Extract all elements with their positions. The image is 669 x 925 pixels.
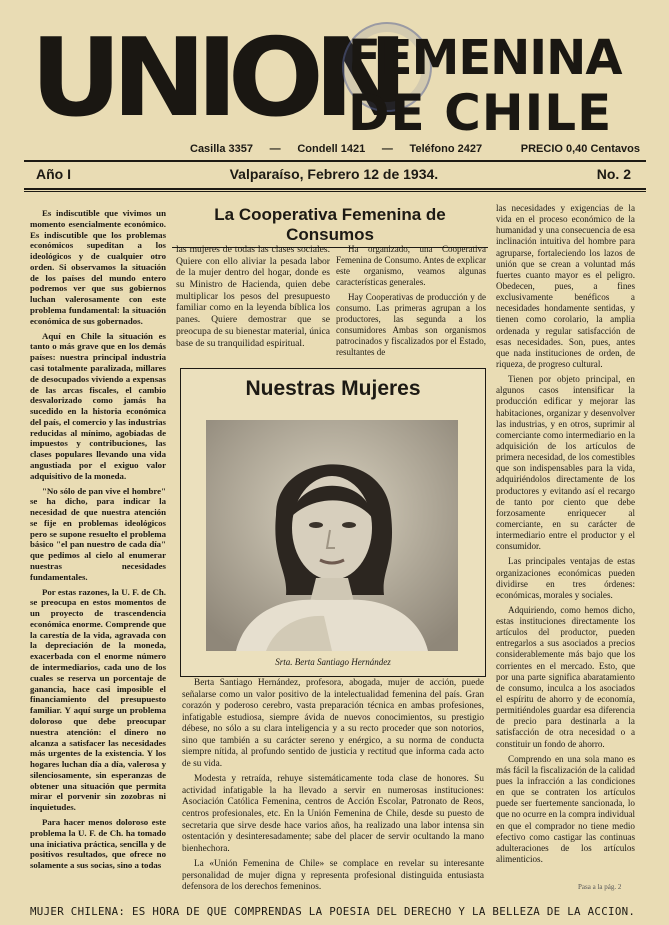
column-cooperativa-3 xyxy=(496,203,635,869)
paragraph: Para hacer menos doloroso este problema la U. F. de Ch. ha tomado una iniciativa práctica, sencilla y de positivos resultados, que ofrece no solamente a sus socias, sino a todas xyxy=(30,816,166,871)
issue-number: No. 2 xyxy=(596,166,631,182)
paragraph: Es indiscutible que vivimos un momento esencialmente económico. Es indiscutible que los problemas económicos supeditan a los ideológicos y de cualquier otro orden. Si observamos la situación de los países del mundo entero podremos ver que sus gobiernos luchan valerosamente con este problema fundamental: la situación económica de sus gobernados. xyxy=(30,208,166,326)
casilla: Casilla 3357 xyxy=(190,143,253,155)
paragraph: Comprendo en una sola mano es más fácil la fiscalización de la calidad pues la infracción a las condiciones en que se contraten los artículos puede ser fuertemente sancionada, lo que no ocurre en la compra individual en que el comprador no tiene medio efectivo como castigar las continuas adulteraciones de los artículos alimenticios. xyxy=(496,753,635,865)
footer-slogan: MUJER CHILENA: ES HORA DE QUE COMPRENDAS LA POESIA DEL DERECHO Y LA BELLEZA DE LA ACCION. xyxy=(30,905,636,918)
paragraph: Tienen por objeto principal, en algunos casos intensificar la producción edificar y mejorar las habitaciones, organizar y desenvolver las industrias, y en otros, suprimir al comerciante como intermediario en la adquisición de los artículos de primera necesidad, de los comestibles que son indispensables para la vida, adquiriéndolos directamente de los productores y evitando así el recargo de tanto por ciento que debe forzosamente enriquecer al comerciante, en su carácter de intermediario entre el productor y el consumidor. xyxy=(496,374,635,552)
paragraph: las necesidades y exigencias de la vida en el proceso económico de la humanidad y una consecuencia de esa inclinación intuitiva del hombre para agruparse, fortaleciendo los lazos de unión que se crean a voluntad más fuertes cuanto mayor es el peligro. Obedecen, pues, a fines exclusivamente benéficos a necesidades hondamente sentidas, y tienen como corolario, la amplia ordenada y regular satisfacción de esas necesidades. Son, pues, antes que nada instituciones de orden, de riqueza, de progreso cultural. xyxy=(496,203,635,369)
continued-note: Pasa a la pág. 2 xyxy=(578,883,622,891)
article-headline: La Cooperativa Femenina de Consumos xyxy=(172,205,488,248)
dateline xyxy=(36,163,631,185)
year: Año I xyxy=(36,166,71,182)
portrait-photo xyxy=(206,420,458,651)
paragraph: Berta Santiago Hernández, profesora, abogada, mujer de acción, puede señalarse como un valor positivo de la intelectualidad femenina del país. Gran corazón y poderoso cerebro, vasta preparación técnica en ambas profesiones, infatigable estudiosa, siempre ávida de nuevos conocimientos, su prestigio débese, no sólo a su clara inteligencia y a su recto proceder que son notorios, sino que también a su carácter sereno y enérgico, a su norma de conducta siempre nítida, al profundo sentido de justicia y rectitud que informa cada acto de su vida. xyxy=(182,678,484,769)
portrait-caption: Srta. Berta Santiago Hernández xyxy=(275,657,391,667)
price: PRECIO 0,40 Centavos xyxy=(520,143,640,155)
portrait-title: Nuestras Mujeres xyxy=(245,377,421,400)
column-cooperativa-2 xyxy=(336,244,486,362)
rule-bottom-thin xyxy=(24,191,646,192)
paragraph: Las principales ventajas de estas organizaciones económicas pueden dividirse en tres órdenes: económicas, morales y sociales. xyxy=(496,556,635,600)
column-editorial xyxy=(30,208,166,875)
rule-top xyxy=(24,160,646,162)
paragraph: Por estas razones, la U. F. de Ch. se preocupa en estos momentos de un proyecto de trascendencia económica enorme. Comprende que la carestía de la vida, agravada con la depreciación de la moneda, exacerbada con el enorme número de intermediarios, cada uno de los cuales se reserva un porcentaje de ganancia, hace casi imposible el financiamiento del presupuesto familiar. Y aquí surge un problema doloroso que debe preocupar nuestra atención: el dinero no alcanza a satisfacer las necesidades más urgentes de la existencia. Y los hogares luchan día a día, valerosa y silenciosamente, sin esperanzas de obtener una situación que permita mirar el porvenir sin zozobras ni inquietudes. xyxy=(30,586,166,813)
masthead-union: UNION xyxy=(30,16,398,141)
rule-bottom xyxy=(24,188,646,190)
paragraph: Modesta y retraída, rehuye sistemáticamente toda clase de honores. Su actividad infatigable la ha llevado a servir en numerosas instituciones: Asociación Católica Femenina, centros de Acción Escolar, Patronato de Reos, centros profesionales, etc. En la Unión Femenina de Chile, desde su puesto de secretaria que sirve desde hace varios años, ha realizado una labor intensa sin ostentación y desinteresadamente; sabe del placer de servir ocultando la mano bienhechora. xyxy=(182,774,484,854)
masthead-femenina: FEMENINA xyxy=(348,30,622,86)
paragraph: Aquí en Chile la situación es tanto o más grave que en los demás países: nuestra principal industria casi totalmente paralizada, millares de desocupados viviendo a expensas de las arcas fiscales, el cambio desvalorizado como jamás ha sucedido en la historia económica del país, el comercio y las industrias reducidas al mínimo, agobiadas de impuestos y contribuciones, las clases populares llevando una vida angustiada por el exiguo valor adquisitivo de la moneda. xyxy=(30,330,166,481)
portrait-biography xyxy=(182,678,484,898)
paragraph: La «Unión Femenina de Chile» se complace en revelar su interesante personalidad de mujer digna y representa profesional distinguida entusiasta defensora de los derechos femeninos. xyxy=(182,859,484,893)
date: Valparaíso, Febrero 12 de 1934. xyxy=(229,166,439,182)
paragraph: Adquiriendo, como hemos dicho, estas instituciones directamente los artículos del productor, pueden entregarlos a sus asociados a precios considerablemente más bajo que los corrientes en el mercado. Esto, que por una parte significa abaratamiento de consumo, inculca a los asociados el espíritu de ahorro y de economía, permitiéndoles guardar esa diferencia de precio para destinarla a la satisfacción de otra necesidad o a constituir un fondo de ahorro. xyxy=(496,604,635,749)
paragraph: las mujeres de todas las clases sociales. Quiere con ello aliviar la pesada labor de la mujer dentro del hogar, donde es su Ministro de Hacienda, quien debe multiplicar los pesos del presupuesto familiar como en la leyenda bíblica los panes. Quiere demostrar que se preocupa de su bienestar material, única base de su tranquilidad espiritual. xyxy=(176,244,330,349)
column-cooperativa-1 xyxy=(176,244,330,353)
info-line: Casilla 3357 — Condell 1421 — Teléfono 2427 PRECIO 0,40 Centavos xyxy=(190,143,640,155)
masthead-dechile: DE CHILE xyxy=(348,84,613,142)
paragraph: "No sólo de pan vive el hombre" se ha dicho, para indicar la necesidad de que nuestra atención se fije en problemas ideológicos pero se supone resuelto el problema básico "el pan nuestro de cada día" que pedimos al cielo al enumerar nuestras necesidades fundamentales. xyxy=(30,485,166,582)
portrait-box xyxy=(180,368,486,677)
telephone: Teléfono 2427 xyxy=(409,143,483,155)
paragraph: Ha organizado, una Cooperativa Femenina de Consumo. Antes de explicar este organismo, veamos algunas características generales. xyxy=(336,244,486,287)
masthead xyxy=(30,16,642,142)
paragraph: Hay Cooperativas de producción y de consumo. Las primeras agrupan a los productores, las segunda a los consumidores Ambas son organismos patrocinados y fiscalizados por el Estado, resultantes de xyxy=(336,291,486,357)
address: Condell 1421 xyxy=(297,143,366,155)
